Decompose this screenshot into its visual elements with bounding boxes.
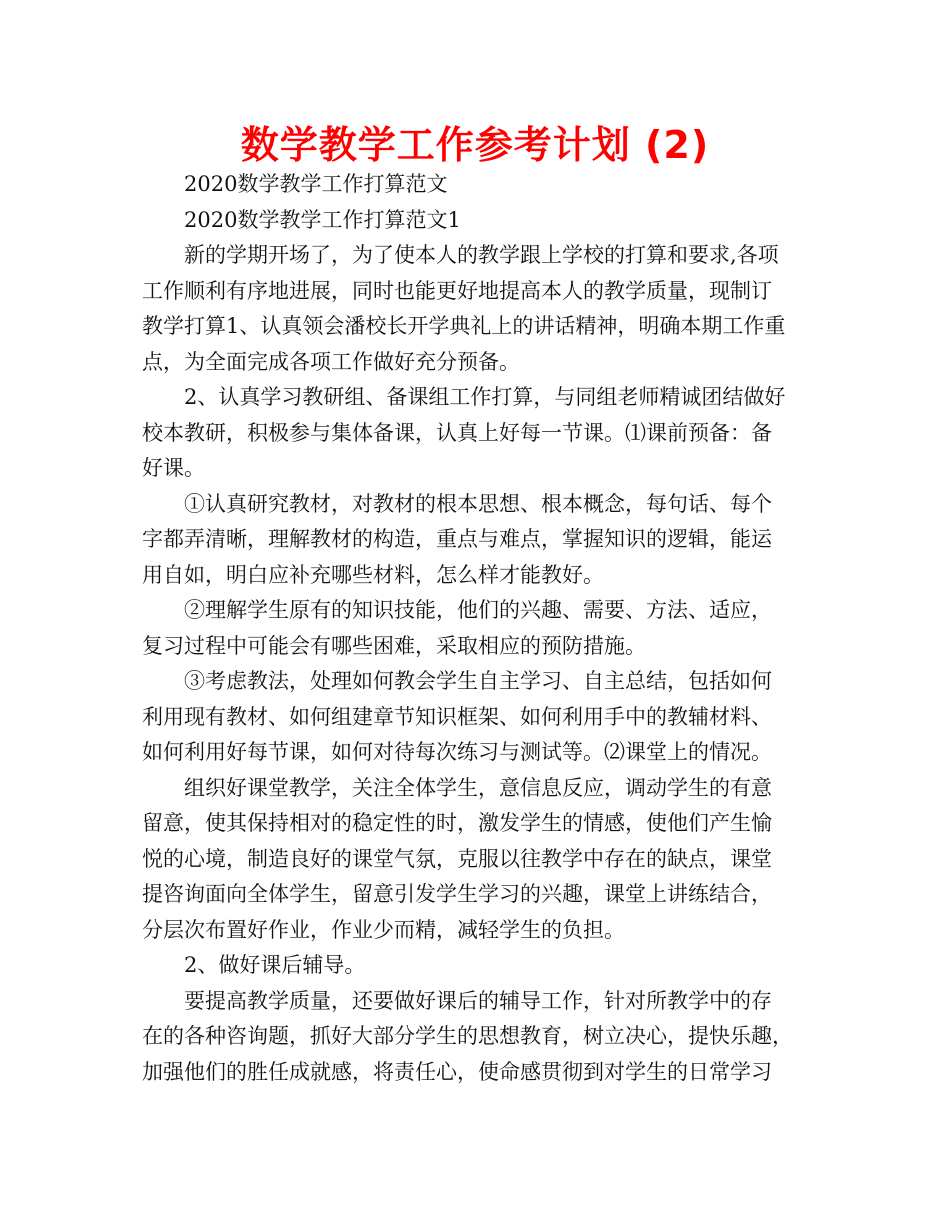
text-line: 悦的心境，制造良好的课堂气氛，克服以往教学中存在的缺点，课堂 — [142, 846, 772, 871]
document-body — [142, 167, 822, 1090]
text-line: 组织好课堂教学，关注全体学生，意信息反应，调动学生的有意 — [184, 775, 772, 800]
text-line: 分层次布置好作业，作业少而精，减轻学生的负担。 — [142, 917, 625, 942]
text-line: ③考虑教法，处理如何教会学生自主学习、自主总结，包括如何 — [184, 669, 772, 693]
text-line: 好课。 — [142, 456, 205, 480]
text-line: 在的各种咨询题，抓好大部分学生的思想教育，树立决心，提快乐趣， — [142, 1024, 793, 1048]
text-line: 工作顺利有序地进展，同时也能更好地提高本人的教学质量，现制订 — [142, 278, 772, 303]
text-line: 提咨询面向全体学生，留意引发学生学习的兴趣，课堂上讲练结合， — [142, 882, 772, 906]
document-title: 数学教学工作参考计划 (2) — [240, 123, 710, 167]
text-line: 新的学期开场了，为了使本人的教学跟上学校的打算和要求,各项 — [184, 243, 779, 267]
text-line: 用自如，明白应补充哪些材料，怎么样才能教好。 — [142, 562, 604, 587]
text-line: 复习过程中可能会有哪些困难，采取相应的预防措施。 — [142, 633, 646, 658]
text-line: 2、认真学习教研组、备课组工作打算，与同组老师精诚团结做好 — [184, 385, 786, 409]
text-line: ②理解学生原有的知识技能，他们的兴趣、需要、方法、适应， — [184, 598, 772, 622]
text-line: 利用现有教材、如何组建章节知识框架、如何利用手中的教辅材料、 — [142, 704, 772, 729]
text-line: 如何利用好每节课，如何对待每次练习与测试等。⑵课堂上的情况。 — [142, 740, 772, 764]
text-line: 字都弄清晰，理解教材的构造，重点与难点，掌握知识的逻辑，能运 — [142, 527, 772, 551]
text-line: 点，为全面完成各项工作做好充分预备。 — [142, 349, 520, 374]
text-line: 2、做好课后辅导。 — [184, 953, 366, 977]
text-line: 2020数学教学工作打算范文1 — [184, 207, 461, 232]
text-line: 2020数学教学工作打算范文 — [184, 172, 448, 196]
text-line: 教学打算1、认真领会潘校长开学典礼上的讲话精神，明确本期工作重 — [142, 314, 786, 338]
text-line: 校本教研，积极参与集体备课，认真上好每一节课。⑴课前预备：备 — [142, 420, 772, 445]
text-line: 要提高教学质量，还要做好课后的辅导工作，针对所教学中的存 — [184, 988, 772, 1013]
text-line: 加强他们的胜任成就感，将责任心，使命感贯彻到对学生的日常学习 — [142, 1059, 772, 1084]
text-line: 留意，使其保持相对的稳定性的时，激发学生的情感，使他们产生愉 — [142, 811, 772, 835]
text-line: ①认真研究教材，对教材的根本思想、根本概念，每句话、每个 — [184, 491, 772, 516]
